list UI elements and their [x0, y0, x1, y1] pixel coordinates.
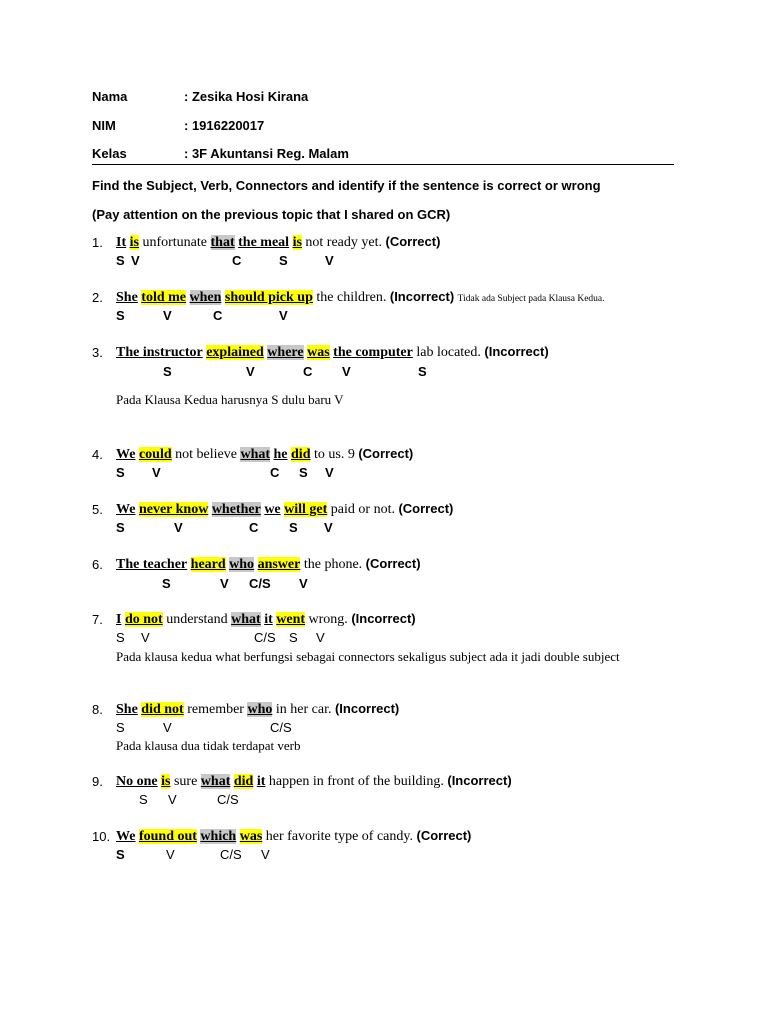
label: V [246, 364, 255, 379]
word: explained [206, 345, 264, 360]
nama-label: Nama [92, 89, 128, 104]
label: C [232, 253, 242, 268]
word: told me [141, 290, 187, 305]
kelas-row [92, 146, 349, 161]
word: We [116, 829, 136, 844]
word: her favorite type of candy. [265, 829, 413, 844]
label: S [299, 465, 308, 480]
item-number: 2. [92, 290, 103, 305]
nim-value: : 1916220017 [184, 118, 265, 133]
word: I [116, 612, 122, 627]
label: C/S [220, 847, 242, 862]
word: paid or not. [330, 502, 395, 517]
result: (Incorrect) [351, 611, 416, 626]
word: unfortunate [142, 235, 207, 250]
word: is [161, 774, 171, 789]
word: found out [138, 829, 197, 844]
result: (Correct) [358, 446, 414, 461]
label: C/S [217, 792, 239, 807]
sentence-2 [116, 289, 605, 306]
word: he [273, 447, 288, 462]
result: (Incorrect) [334, 701, 400, 716]
label: V [163, 720, 172, 735]
label: V [220, 576, 229, 591]
sentence-1 [116, 234, 440, 251]
word: what [231, 612, 261, 627]
word: do not [124, 612, 163, 627]
word: in her car. [275, 702, 332, 717]
word: should pick up [224, 290, 313, 305]
word: the children. [316, 290, 387, 305]
label: S [279, 253, 288, 268]
label: V [174, 520, 183, 535]
word: who [229, 557, 255, 572]
label: S [116, 630, 125, 645]
kelas-label: Kelas [92, 146, 127, 161]
note: Pada Klausa Kedua harusnya S dulu baru V [116, 392, 344, 407]
kelas-value: : 3F Akuntansi Reg. Malam [184, 146, 349, 161]
result: (Correct) [398, 501, 454, 516]
word: went [276, 612, 306, 627]
word: She [116, 290, 138, 305]
result: (Incorrect) [484, 344, 549, 359]
word: The instructor [116, 345, 203, 360]
label: V [325, 465, 334, 480]
label: V [141, 630, 150, 645]
word: it [264, 612, 273, 627]
item-number: 10. [92, 829, 111, 844]
word: happen in front of the building. [268, 774, 444, 789]
nama-row [92, 89, 309, 104]
word: it [256, 774, 266, 789]
word: sure [173, 774, 198, 789]
word: not believe [175, 447, 237, 462]
word: We [116, 447, 136, 462]
word: did not [141, 702, 184, 717]
word: answer [257, 557, 301, 572]
label: S [116, 847, 125, 862]
item-number: 1. [92, 235, 103, 250]
result: (Correct) [365, 556, 421, 571]
word: It [116, 235, 127, 250]
label: S [289, 520, 298, 535]
comment: Tidak ada Subject pada Klausa Kedua. [457, 294, 605, 304]
label: V [163, 308, 172, 323]
sentence-10 [116, 828, 471, 845]
sentence-6 [116, 556, 421, 573]
instruction-line-2: (Pay attention on the previous topic that I shared on GCR) [92, 207, 451, 222]
label: S [116, 465, 125, 480]
word: was [307, 345, 330, 360]
header-divider [92, 164, 674, 165]
word: where [267, 345, 304, 360]
instruction-line-1: Find the Subject, Verb, Connectors and identify if the sentence is correct or wrong [92, 178, 601, 193]
sentence-8 [116, 701, 399, 718]
label: C/S [249, 576, 271, 591]
note: Pada klausa kedua what berfungsi sebagai connectors sekaligus subject ada it jadi double subject [116, 649, 620, 664]
word: the meal [238, 235, 290, 250]
label: S [289, 630, 298, 645]
result: (Correct) [385, 234, 441, 249]
word: which [200, 829, 237, 844]
label: V [131, 253, 140, 268]
label: S [116, 308, 125, 323]
sentence-7 [116, 611, 416, 628]
label: V [261, 847, 270, 862]
item-number: 5. [92, 502, 103, 517]
label: S [162, 576, 171, 591]
item-number: 8. [92, 702, 103, 717]
label: S [139, 792, 148, 807]
label: S [116, 253, 125, 268]
word: remember [187, 702, 244, 717]
item-number: 3. [92, 345, 103, 360]
result: (Correct) [416, 828, 472, 843]
word: to us. 9 [313, 447, 355, 462]
label: C [303, 364, 313, 379]
word: No one [116, 774, 158, 789]
label: S [116, 720, 125, 735]
item-number: 7. [92, 612, 103, 627]
word: lab located. [416, 345, 481, 360]
word: that [210, 235, 235, 250]
label: S [163, 364, 172, 379]
word: who [247, 702, 273, 717]
word: wrong. [308, 612, 348, 627]
sentence-5 [116, 501, 453, 518]
word: we [264, 502, 281, 517]
note: Pada klausa dua tidak terdapat verb [116, 738, 301, 753]
word: is [292, 235, 302, 250]
label: V [342, 364, 351, 379]
label: C [249, 520, 259, 535]
label: V [324, 520, 333, 535]
word: is [129, 235, 139, 250]
word: could [138, 447, 172, 462]
label: V [299, 576, 308, 591]
label: C [213, 308, 223, 323]
label: S [418, 364, 427, 379]
result: (Incorrect) [447, 773, 512, 788]
nim-row [92, 118, 265, 133]
word: will get [284, 502, 328, 517]
word: did [291, 447, 311, 462]
word: the phone. [303, 557, 363, 572]
word: the computer [333, 345, 413, 360]
label: C [270, 465, 280, 480]
item-number: 4. [92, 447, 103, 462]
word: did [233, 774, 254, 789]
word: understand [166, 612, 228, 627]
item-number: 6. [92, 557, 103, 572]
word: The teacher [116, 557, 188, 572]
sentence-3 [116, 344, 549, 361]
label: C/S [254, 630, 276, 645]
sentence-9 [116, 773, 512, 790]
word: was [239, 829, 263, 844]
label: V [325, 253, 334, 268]
label: V [166, 847, 175, 862]
label: S [116, 520, 125, 535]
result: (Incorrect) [389, 289, 455, 304]
word: what [200, 774, 231, 789]
sentence-4 [116, 446, 413, 463]
label: C/S [270, 720, 292, 735]
label: V [168, 792, 177, 807]
label: V [152, 465, 161, 480]
word: what [240, 447, 271, 462]
item-number: 9. [92, 774, 103, 789]
word: not ready yet. [305, 235, 382, 250]
word: when [189, 290, 222, 305]
word: whether [211, 502, 261, 517]
label: V [279, 308, 288, 323]
nama-value: : Zesika Hosi Kirana [184, 89, 309, 104]
word: We [116, 502, 136, 517]
nim-label: NIM [92, 118, 116, 133]
word: never know [138, 502, 209, 517]
word: She [116, 702, 138, 717]
label: V [316, 630, 325, 645]
word: heard [190, 557, 226, 572]
